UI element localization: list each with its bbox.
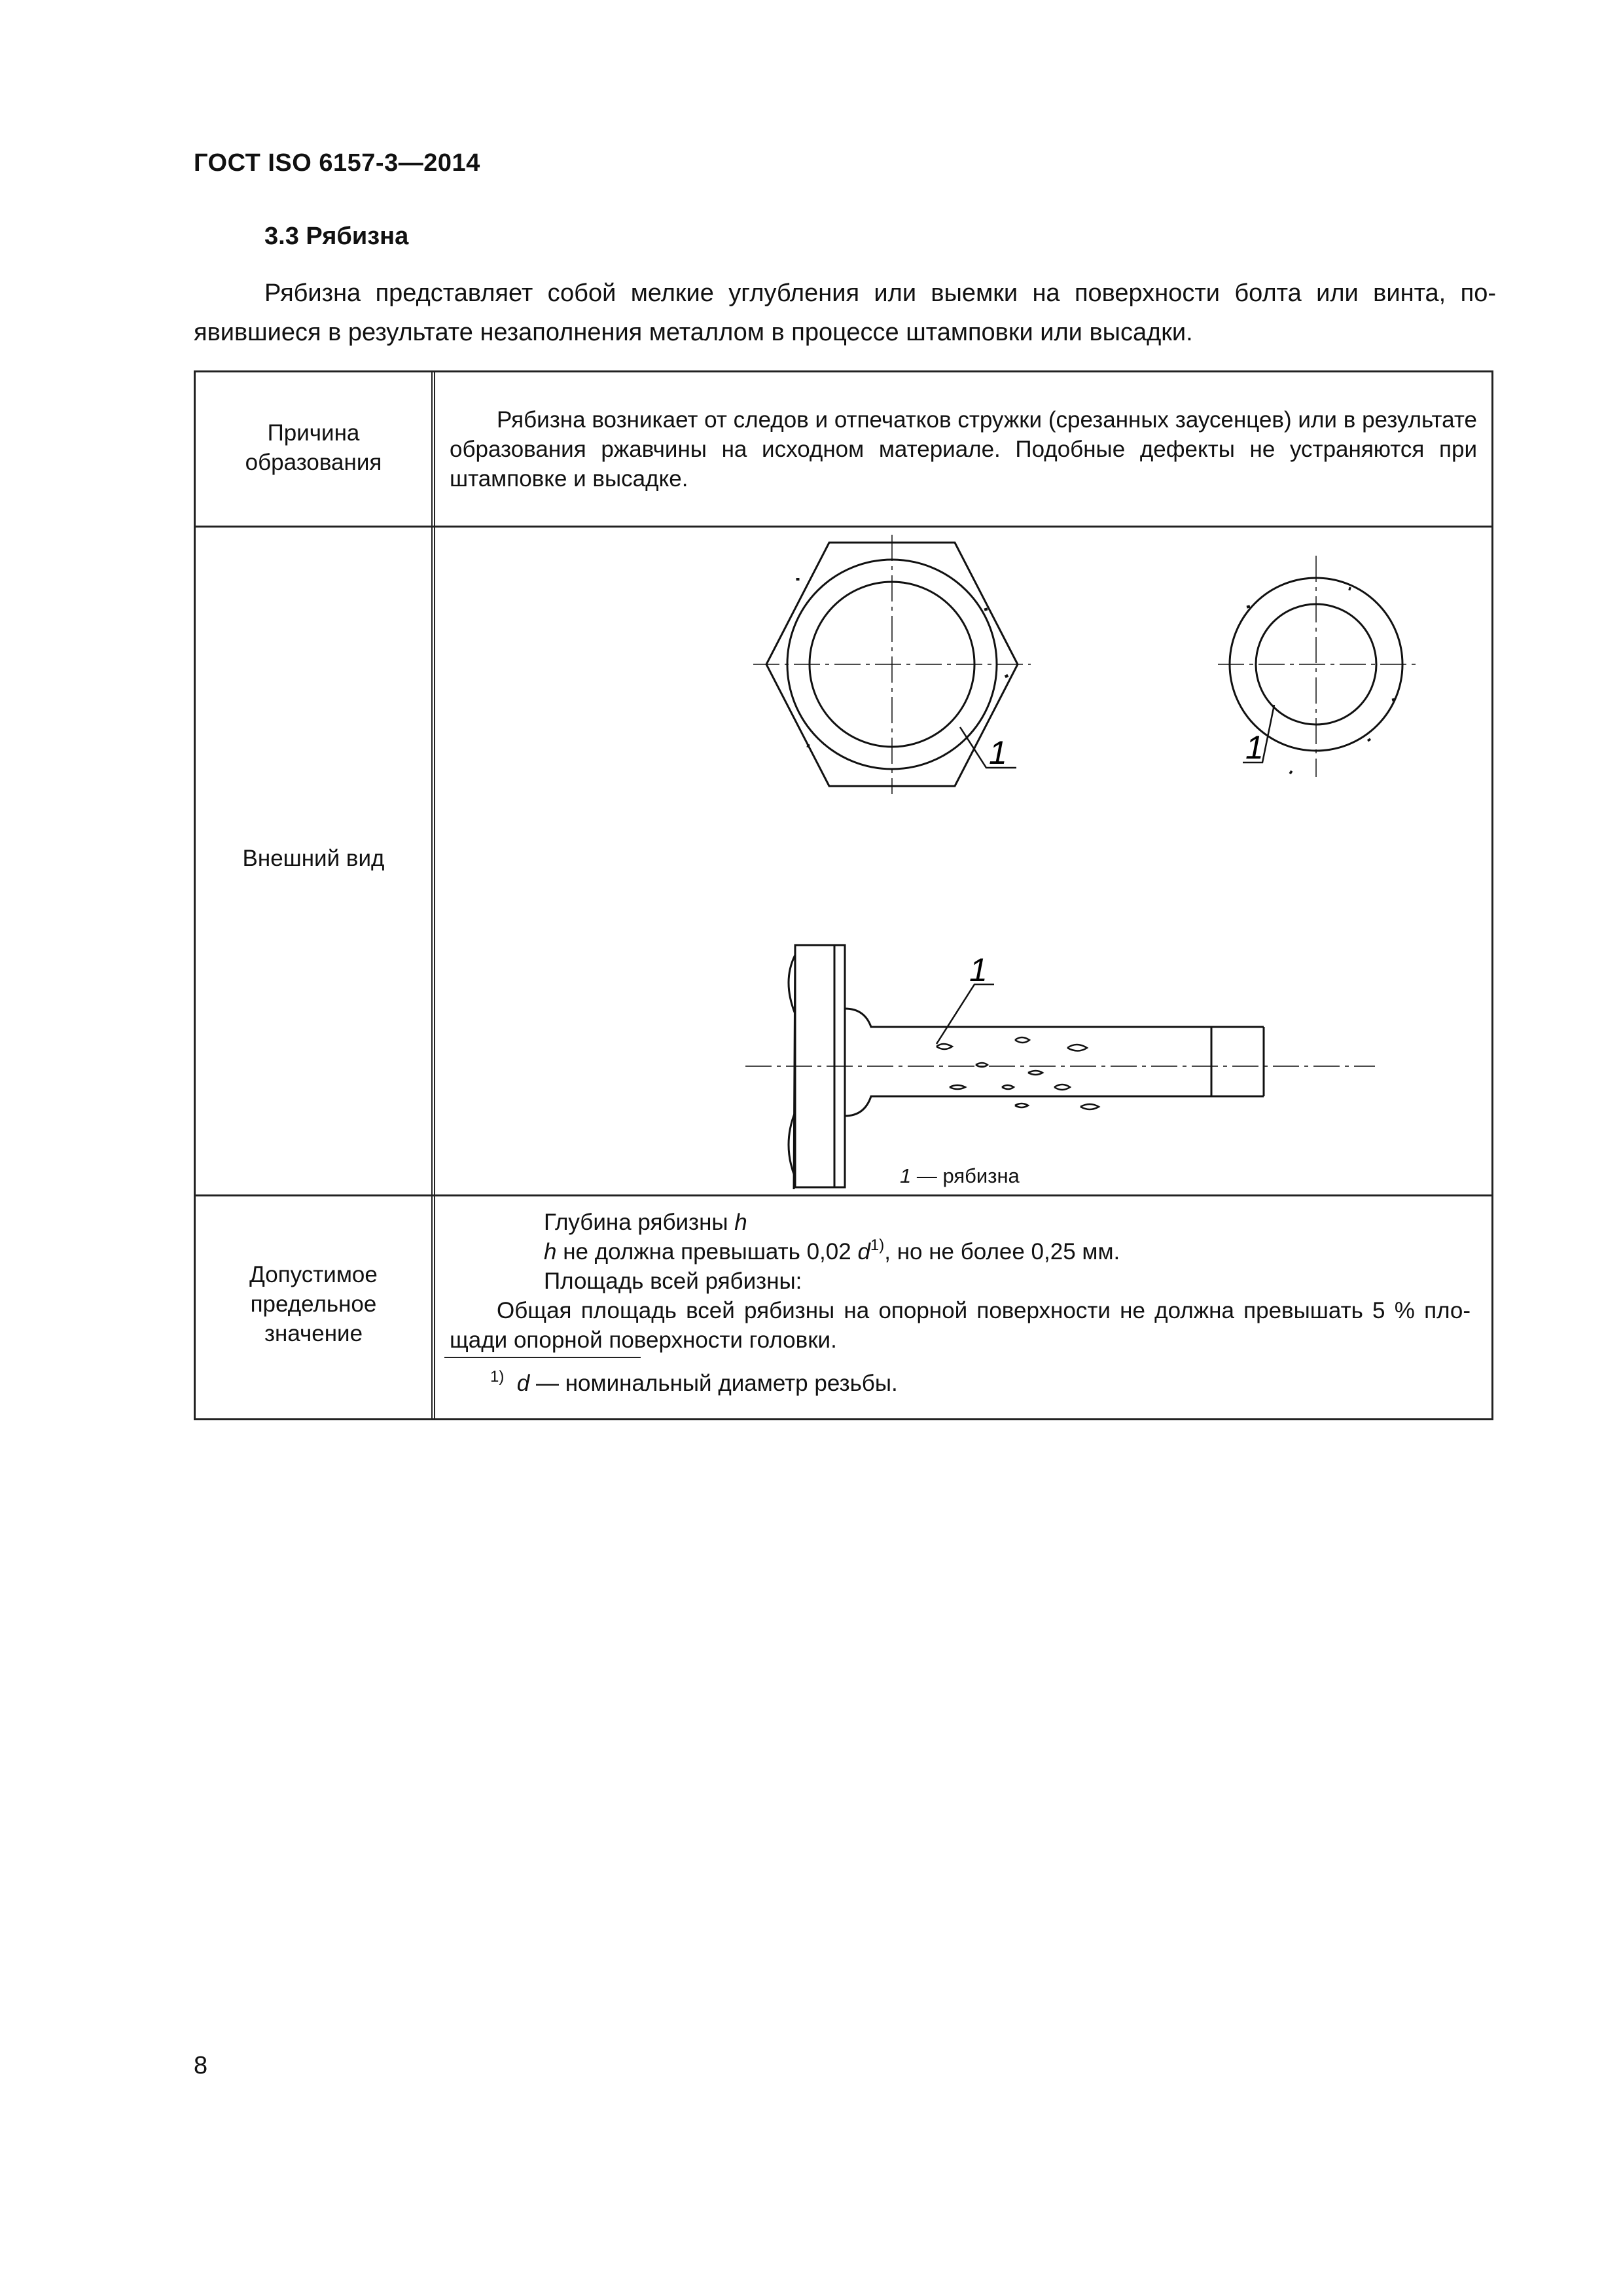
figure-caption: 1 — рябизна xyxy=(900,1164,1020,1187)
limit-text xyxy=(450,1208,1471,1355)
row-divider xyxy=(196,1194,1491,1196)
footnote-rule xyxy=(444,1357,641,1358)
page-number: 8 xyxy=(194,2052,208,2079)
row-divider xyxy=(196,526,1491,528)
appearance-drawings xyxy=(439,529,1486,1191)
bolt-thread-boundary xyxy=(1211,1027,1264,1096)
intro-line-1: Рябизна представляет собой мелкие углубления или выемки на поверхности болта или винта, по- xyxy=(264,279,1496,307)
pits-round xyxy=(1248,588,1394,773)
limit-label: Допустимое предельное значение xyxy=(249,1262,378,1346)
callout-1-round: 1 xyxy=(1245,729,1264,766)
callout-1-bolt: 1 xyxy=(969,952,988,988)
limit-line-4: Общая площадь всей рябизны на опорной поверхности не должна превышать 5 % пло- xyxy=(497,1298,1471,1323)
bolt-shank xyxy=(845,1009,1264,1116)
pits xyxy=(798,578,1007,746)
column-divider xyxy=(431,372,435,1418)
callout-1-hex: 1 xyxy=(989,734,1007,771)
cause-text: Рябизна возникает от следов и отпечатков стружки (срезанных заусенцев) или в результате образования ржавчины на исходном материале. Подобные дефекты не устраняются при штамповке и высадке. xyxy=(450,407,1477,492)
section-title: 3.3 Рябизна xyxy=(264,223,409,250)
limit-line-3: Площадь всей рябизны: xyxy=(544,1268,802,1294)
footnote: $^{1)}$ d — номинальный диаметр резьбы. xyxy=(490,1368,898,1396)
limit-line-1: Глубина рябизны h xyxy=(544,1210,747,1235)
intro-line-2: явившиеся в результате незаполнения металлом в процессе штамповки или высадки. xyxy=(194,319,1193,346)
surface-pits xyxy=(936,1037,1099,1109)
cause-label: Причина образования xyxy=(245,420,382,475)
intro-paragraph xyxy=(194,274,1496,352)
limit-line-2: h не должна превышать 0,02 $d^{1)}$, но не более 0,25 мм. xyxy=(544,1236,1120,1265)
defect-table xyxy=(194,370,1493,1420)
appearance-label: Внешний вид xyxy=(242,846,385,871)
limit-line-5: щади опорной поверхности головки. xyxy=(450,1327,837,1353)
callout-leader-bolt xyxy=(936,984,994,1044)
document-header: ГОСТ ISO 6157-3—2014 xyxy=(194,149,480,177)
bolt-head-side xyxy=(794,945,845,1189)
